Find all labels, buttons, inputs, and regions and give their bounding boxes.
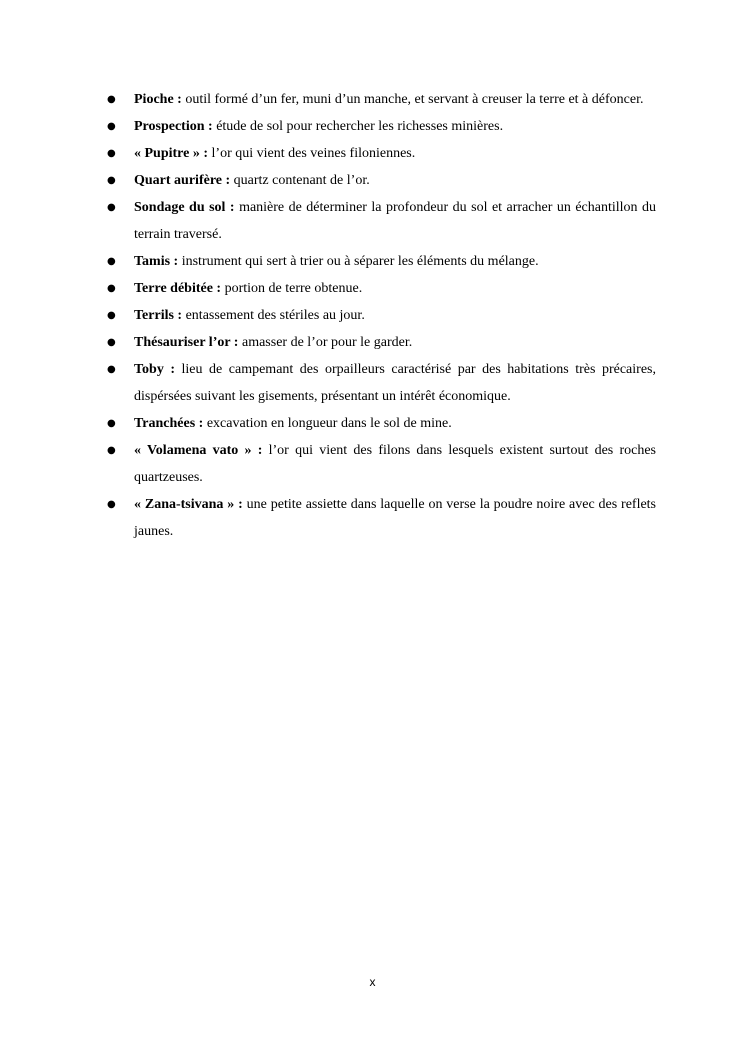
glossary-entry-tamis [107,248,656,275]
bullet-icon: ● [107,499,116,510]
glossary-definition: étude de sol pour rechercher les richesses minières. [216,119,504,134]
glossary-entry-tranchees [107,410,656,437]
glossary-term: Thésauriser l’or : [134,335,239,350]
bullet-icon: ● [107,256,116,267]
glossary-definition: quartz contenant de l’or. [233,173,370,188]
glossary-definition: une petite assiette dans laquelle on verse la poudre noire avec des reflets jaunes. [134,497,657,539]
glossary-definition: portion de terre obtenue. [224,281,363,296]
glossary-definition: entassement des stériles au jour. [185,308,365,323]
glossary-entry-quart-aurifere [107,167,656,194]
glossary-entry-pioche [107,86,656,113]
glossary-term: Pioche : [134,92,182,107]
bullet-icon: ● [107,148,116,159]
bullet-icon: ● [107,175,116,186]
glossary-entry-toby [107,356,656,410]
glossary-term: Prospection : [134,119,213,134]
bullet-icon: ● [107,202,116,213]
glossary-definition: outil formé d’un fer, muni d’un manche, et servant à creuser la terre et à défoncer. [185,92,644,107]
glossary-term: Toby : [134,362,176,377]
glossary-entry-terrils [107,302,656,329]
glossary-entry-volamena-vato [107,437,656,491]
glossary-term: Sondage du sol : [134,200,235,215]
bullet-icon: ● [107,445,116,456]
glossary-definition: l’or qui vient des filons dans lesquels existent surtout des roches quartzeuses. [134,443,656,485]
glossary-entry-sondage-du-sol [107,194,656,248]
glossary-definition: excavation en longueur dans le sol de mine. [206,416,452,431]
glossary-definition: l’or qui vient des veines filoniennes. [211,146,416,161]
bullet-icon: ● [107,364,116,375]
glossary-term: « Zana-tsivana » : [134,497,243,512]
glossary-definition: instrument qui sert à trier ou à séparer les éléments du mélange. [181,254,539,269]
bullet-icon: ● [107,337,116,348]
glossary-term: « Pupitre » : [134,146,209,161]
glossary-term: Tamis : [134,254,179,269]
bullet-icon: ● [107,418,116,429]
glossary-definition: lieu de campemant des orpailleurs caractérisé par des habitations très précaires, dispérsées suivant les gisements, présentant un intérêt économique. [134,362,656,404]
glossary-definition: amasser de l’or pour le garder. [241,335,413,350]
page-number: x [369,975,376,989]
glossary-entry-zana-tsivana [107,491,656,545]
glossary-list [107,86,656,545]
bullet-icon: ● [107,94,116,105]
glossary-entry-thesauriser [107,329,656,356]
glossary-entry-prospection [107,113,656,140]
glossary-term: Terrils : [134,308,183,323]
glossary-term: « Volamena vato » : [134,443,263,458]
glossary-entry-terre-debitee [107,275,656,302]
glossary-definition: manière de déterminer la profondeur du sol et arracher un échantillon du terrain traversé. [134,200,657,242]
glossary-term: Tranchées : [134,416,204,431]
glossary-entry-pupitre [107,140,656,167]
bullet-icon: ● [107,310,116,321]
bullet-icon: ● [107,121,116,132]
bullet-icon: ● [107,283,116,294]
glossary-term: Quart aurifère : [134,173,231,188]
glossary-term: Terre débitée : [134,281,222,296]
